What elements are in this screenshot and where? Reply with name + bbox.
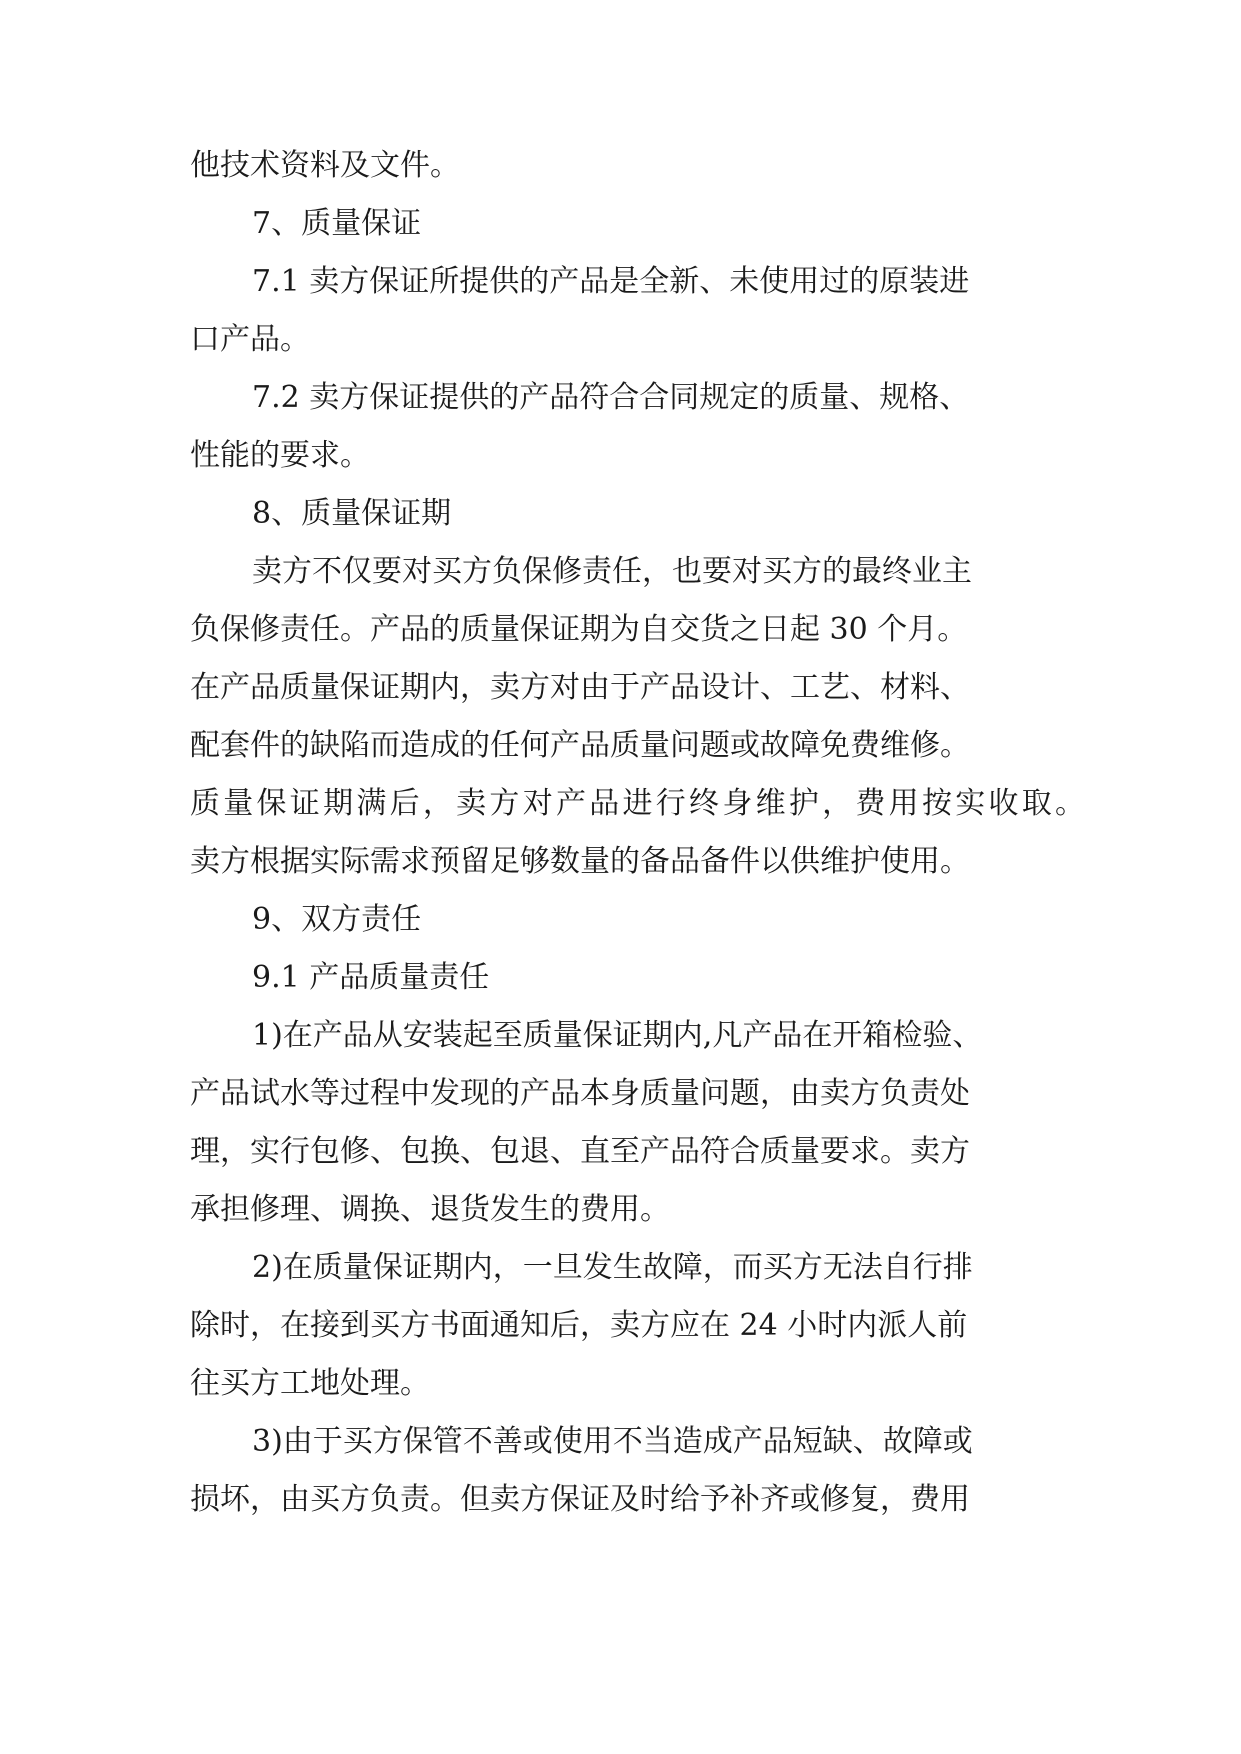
text-line-6: 性能的要求。 — [190, 438, 370, 473]
text-line-21: 除时，在接到买方书面通知后，卖方应在 24 小时内派人前 — [190, 1308, 968, 1343]
text-line-8: 卖方不仅要对买方负保修责任，也要对买方的最终业主 — [252, 554, 972, 589]
text-line-12: 质量保证期满后，卖方对产品进行终身维护，费用按实收取。 — [190, 786, 1089, 821]
text-line-5: 7.2 卖方保证提供的产品符合合同规定的质量、规格、 — [252, 380, 970, 415]
text-line-1: 他技术资料及文件。 — [190, 148, 460, 183]
text-line-19: 承担修理、调换、退货发生的费用。 — [190, 1192, 670, 1227]
text-line-16: 1)在产品从安装起至质量保证期内,凡产品在开箱检验、 — [252, 1018, 983, 1053]
text-line-3: 7.1 卖方保证所提供的产品是全新、未使用过的原装进 — [252, 264, 970, 299]
subsection-heading-product-quality: 9.1 产品质量责任 — [252, 960, 490, 995]
text-line-23: 3)由于买方保管不善或使用不当造成产品短缺、故障或 — [252, 1424, 973, 1459]
text-line-11: 配套件的缺陷而造成的任何产品质量问题或故障免费维修。 — [190, 728, 970, 763]
section-heading-responsibilities: 9、双方责任 — [252, 902, 422, 937]
text-line-18: 理，实行包修、包换、包退、直至产品符合质量要求。卖方 — [190, 1134, 970, 1169]
text-line-17: 产品试水等过程中发现的产品本身质量问题，由卖方负责处 — [190, 1076, 970, 1111]
text-line-10: 在产品质量保证期内，卖方对由于产品设计、工艺、材料、 — [190, 670, 970, 705]
text-line-20: 2)在质量保证期内，一旦发生故障，而买方无法自行排 — [252, 1250, 973, 1285]
text-line-4: 口产品。 — [190, 322, 310, 357]
text-line-24: 损坏，由买方负责。但卖方保证及时给予补齐或修复，费用 — [190, 1482, 970, 1517]
text-line-13: 卖方根据实际需求预留足够数量的备品备件以供维护使用。 — [190, 844, 970, 879]
text-line-9: 负保修责任。产品的质量保证期为自交货之日起 30 个月。 — [190, 612, 968, 647]
text-line-22: 往买方工地处理。 — [190, 1366, 430, 1401]
section-heading-warranty-period: 8、质量保证期 — [252, 496, 452, 531]
section-heading-quality-assurance: 7、质量保证 — [252, 206, 422, 241]
